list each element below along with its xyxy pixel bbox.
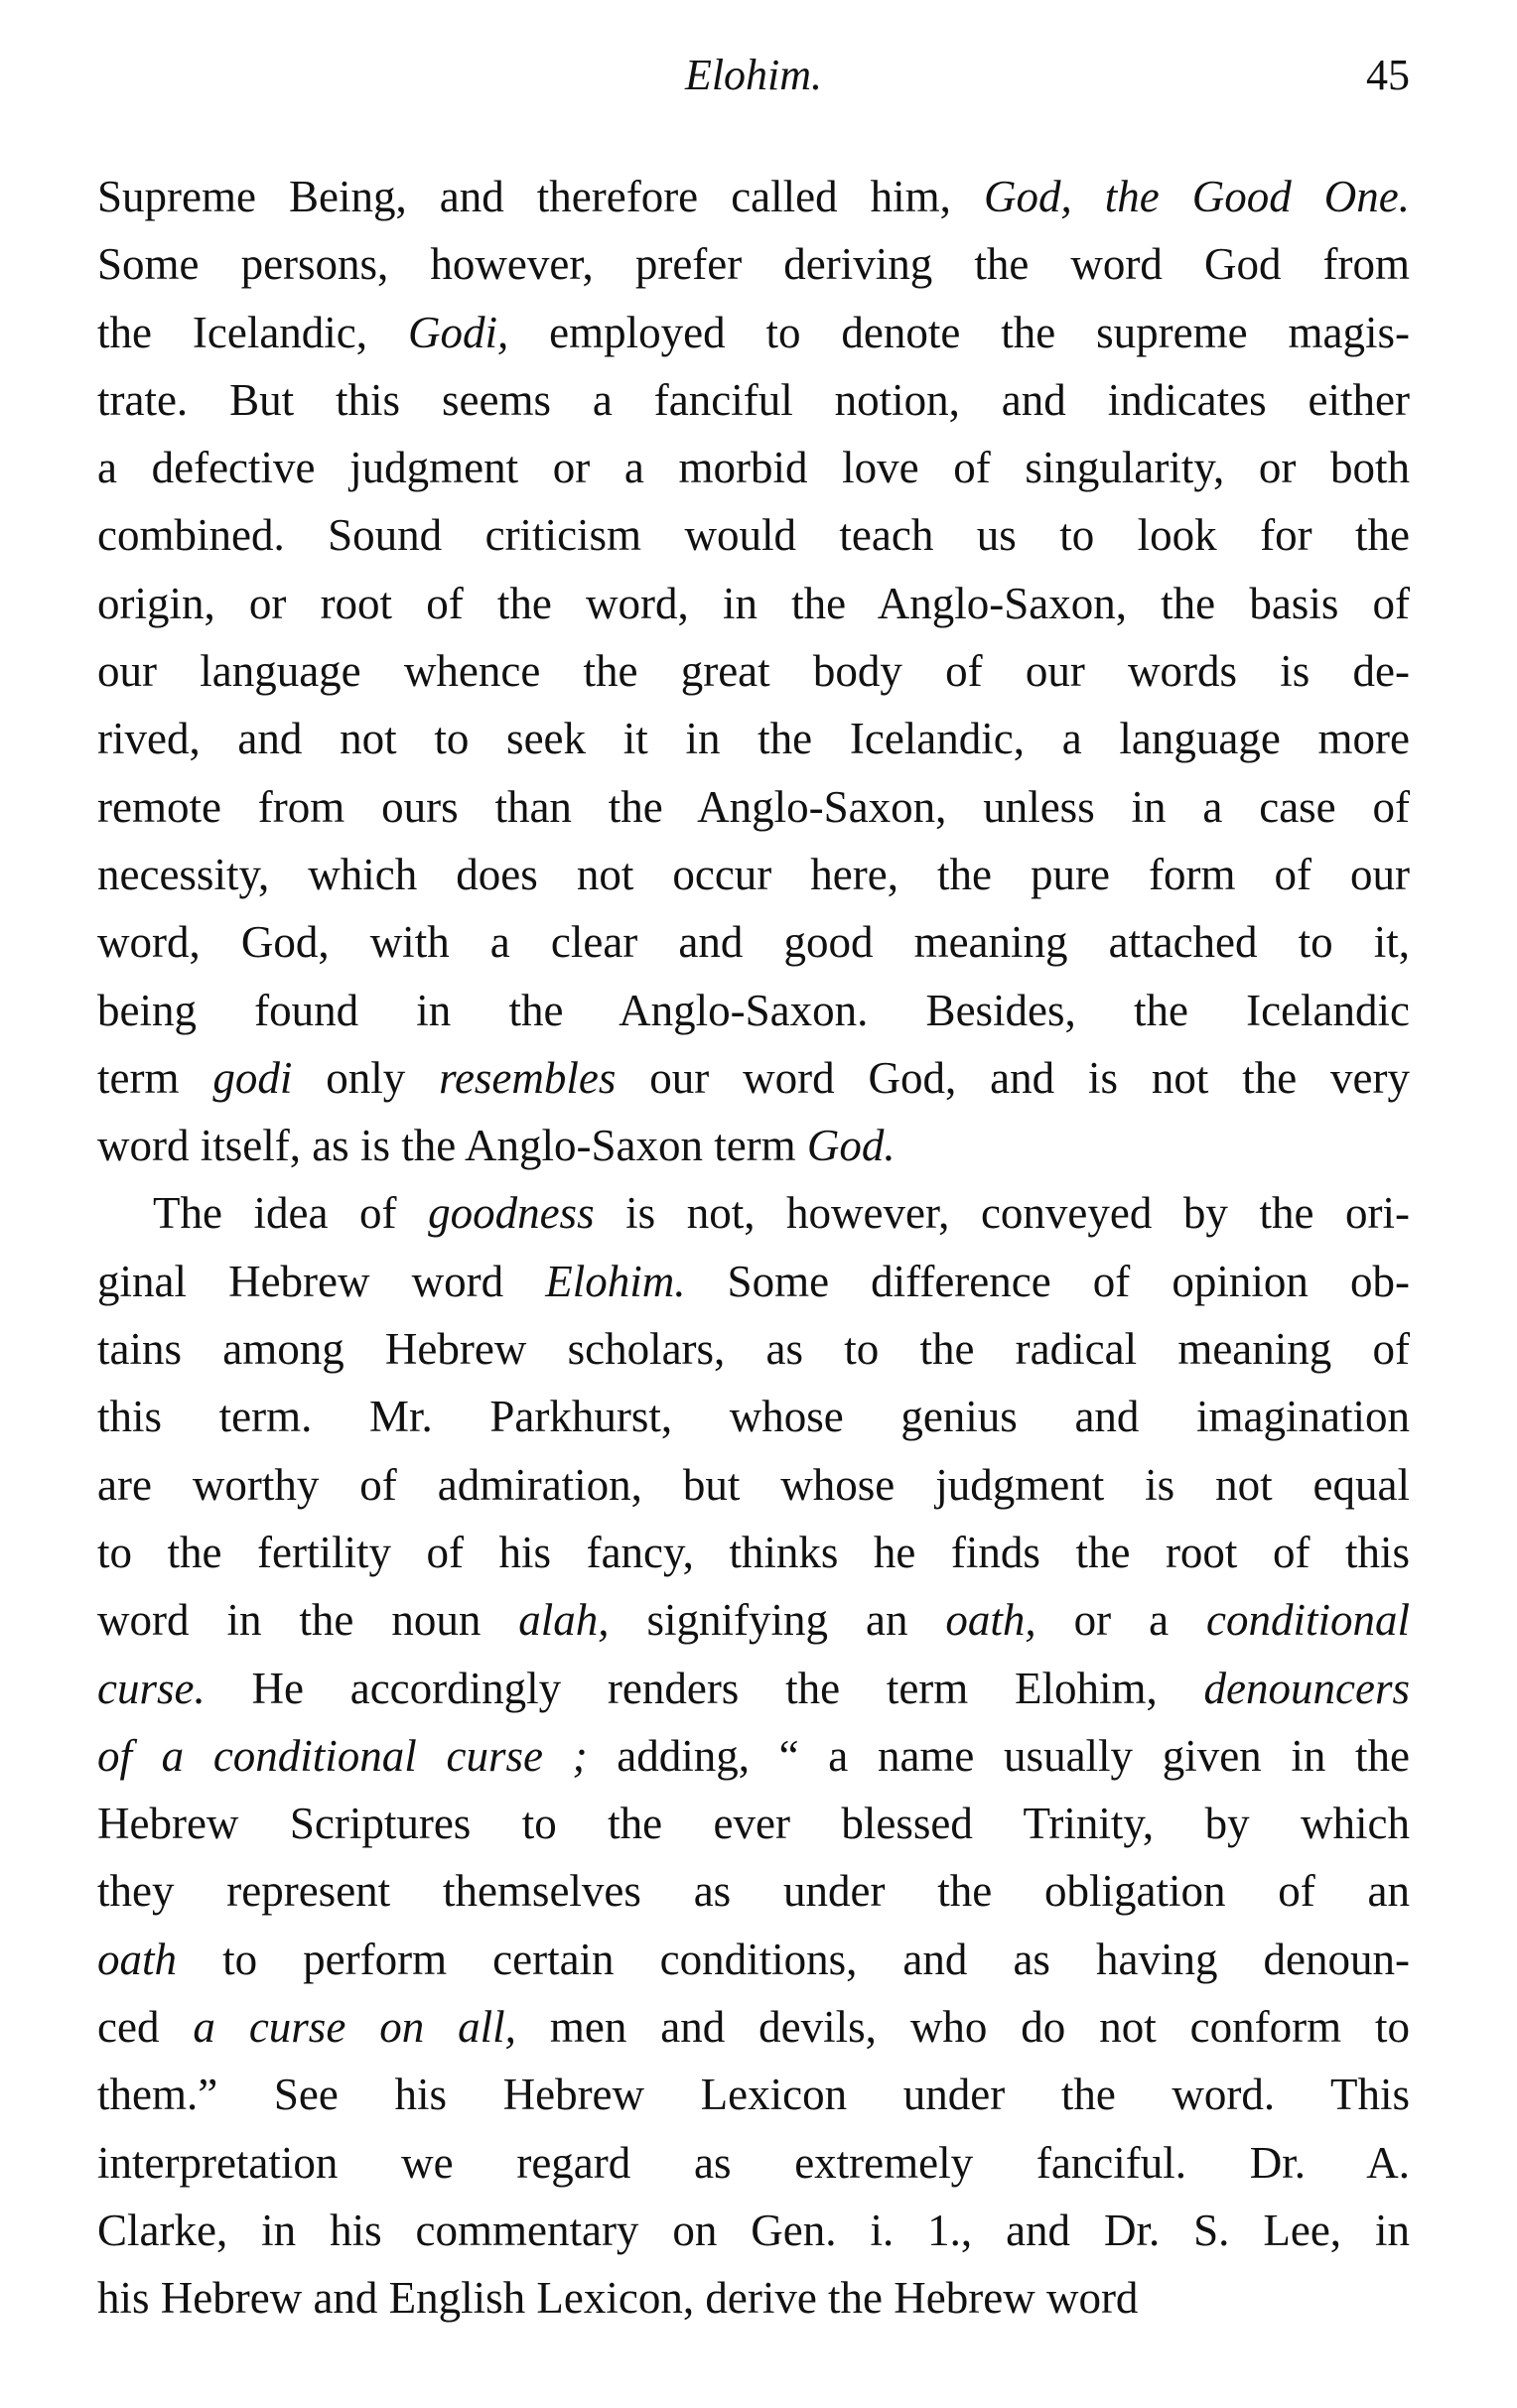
text-line — [97, 1722, 1410, 1790]
italic-text-segment: Godi, — [407, 307, 509, 357]
italic-text-segment: God, the Good One. — [983, 172, 1410, 221]
text-segment: rived, and not to seek it in the Icelandic, a language more — [97, 714, 1410, 764]
text-segment: they represent themselves as under the obligation of an — [97, 1866, 1410, 1917]
text-line — [97, 773, 1410, 841]
italic-text-segment: God. — [806, 1121, 896, 1171]
text-line — [97, 2061, 1410, 2128]
text-line — [97, 163, 1410, 230]
text-segment: Supreme Being, and therefore called him, — [97, 172, 984, 221]
text-line — [97, 299, 1410, 366]
text-line — [97, 2197, 1410, 2264]
text-line — [97, 1790, 1410, 1857]
text-segment: are worthy of admiration, but whose judgment is not equal — [97, 1459, 1410, 1510]
text-line — [97, 1857, 1410, 1925]
text-line — [97, 1926, 1410, 1993]
text-segment: to perform certain conditions, and as having denoun- — [177, 1934, 1410, 1984]
text-line — [97, 366, 1410, 434]
book-page — [97, 50, 1410, 2333]
paragraph — [97, 1179, 1410, 2332]
text-line — [97, 908, 1410, 976]
text-line — [97, 501, 1410, 569]
italic-text-segment: oath — [97, 1934, 178, 1984]
text-line — [97, 1248, 1410, 1315]
running-title: Elohim. — [684, 51, 823, 99]
italic-text-segment: a curse on all, — [193, 2002, 516, 2053]
text-segment: He accordingly renders the term Elohim, — [205, 1663, 1204, 1713]
text-line — [97, 1383, 1410, 1450]
text-segment: Some difference of opinion ob- — [685, 1256, 1410, 1306]
text-segment: them.” See his Hebrew Lexicon under the word. This — [97, 2070, 1410, 2120]
text-line — [97, 570, 1410, 637]
text-segment: being found in the Anglo-Saxon. Besides, the Icelandic — [97, 985, 1410, 1035]
italic-text-segment: alah, — [518, 1595, 610, 1646]
text-segment: interpretation we regard as extremely fanciful. Dr. A. — [97, 2137, 1410, 2188]
text-line — [97, 1993, 1410, 2061]
text-segment: origin, or root of the word, in the Anglo-Saxon, the basis of — [97, 578, 1410, 628]
text-segment: to the fertility of his fancy, thinks he finds the root of this — [97, 1527, 1410, 1577]
italic-text-segment: oath, — [945, 1595, 1036, 1646]
text-segment: word, God, with a clear and good meaning attached to it, — [97, 917, 1410, 968]
text-line — [97, 1451, 1410, 1519]
italic-text-segment: of a conditional curse ; — [97, 1730, 588, 1781]
text-segment: The idea of — [153, 1188, 429, 1239]
text-segment: term — [97, 1052, 213, 1103]
italic-text-segment: denouncers — [1203, 1663, 1410, 1713]
text-segment: is not, however, conveyed by the ori- — [594, 1188, 1410, 1239]
italic-text-segment: godi — [212, 1052, 293, 1103]
text-segment: word in the noun — [97, 1595, 519, 1646]
text-segment: necessity, which does not occur here, the pure form of our — [97, 849, 1410, 899]
text-line — [97, 1519, 1410, 1586]
text-segment: or a — [1035, 1595, 1207, 1646]
text-segment: remote from ours than the Anglo-Saxon, unless in a case of — [97, 781, 1410, 832]
text-segment: Some persons, however, prefer deriving the word God from — [97, 239, 1410, 290]
text-segment: Clarke, in his commentary on Gen. i. 1., and Dr. S. Lee, in — [97, 2205, 1410, 2255]
text-segment: ginal Hebrew word — [97, 1256, 546, 1306]
italic-text-segment: curse. — [97, 1663, 206, 1713]
text-segment: men and devils, who do not conform to — [515, 2002, 1411, 2053]
text-segment: signifying an — [609, 1595, 946, 1646]
italic-text-segment: Elohim. — [545, 1256, 686, 1306]
text-line — [97, 1112, 1410, 1179]
text-line — [97, 841, 1410, 908]
text-segment: tains among Hebrew scholars, as to the radical meaning of — [97, 1324, 1410, 1375]
text-segment: Hebrew Scriptures to the ever blessed Trinity, by which — [97, 1799, 1410, 1849]
text-segment: adding, “ a name usually given in the — [587, 1730, 1410, 1781]
text-segment: word itself, as is the Anglo-Saxon term — [97, 1121, 807, 1171]
text-line — [97, 1315, 1410, 1383]
text-segment: combined. Sound criticism would teach us to look for the — [97, 510, 1410, 561]
text-segment: employed to denote the supreme magis- — [508, 307, 1410, 357]
text-line — [97, 1586, 1410, 1654]
text-line — [97, 1655, 1410, 1722]
text-line — [97, 2129, 1410, 2197]
text-segment: his Hebrew and English Lexicon, derive the Hebrew word — [97, 2273, 1139, 2324]
text-line — [97, 1044, 1410, 1112]
text-segment: ced — [97, 2002, 194, 2053]
text-line — [97, 705, 1410, 772]
italic-text-segment: conditional — [1206, 1595, 1410, 1646]
text-line — [97, 1179, 1410, 1247]
page-header — [97, 50, 1410, 119]
paragraph — [97, 163, 1410, 1179]
text-segment: only — [292, 1052, 440, 1103]
text-segment: the Icelandic, — [97, 307, 408, 357]
text-segment: our word God, and is not the very — [616, 1052, 1411, 1103]
page-number: 45 — [1366, 51, 1410, 99]
text-line — [97, 230, 1410, 298]
text-segment: this term. Mr. Parkhurst, whose genius and imagination — [97, 1392, 1410, 1442]
text-line — [97, 637, 1410, 705]
italic-text-segment: goodness — [428, 1188, 595, 1239]
text-segment: a defective judgment or a morbid love of singularity, or both — [97, 443, 1410, 493]
text-segment: trate. But this seems a fanciful notion, and indicates either — [97, 374, 1410, 425]
text-segment: our language whence the great body of our words is de- — [97, 646, 1410, 697]
italic-text-segment: resembles — [439, 1052, 617, 1103]
text-line — [97, 2264, 1410, 2332]
text-line — [97, 434, 1410, 501]
text-line — [97, 977, 1410, 1044]
body-text — [97, 163, 1410, 2333]
